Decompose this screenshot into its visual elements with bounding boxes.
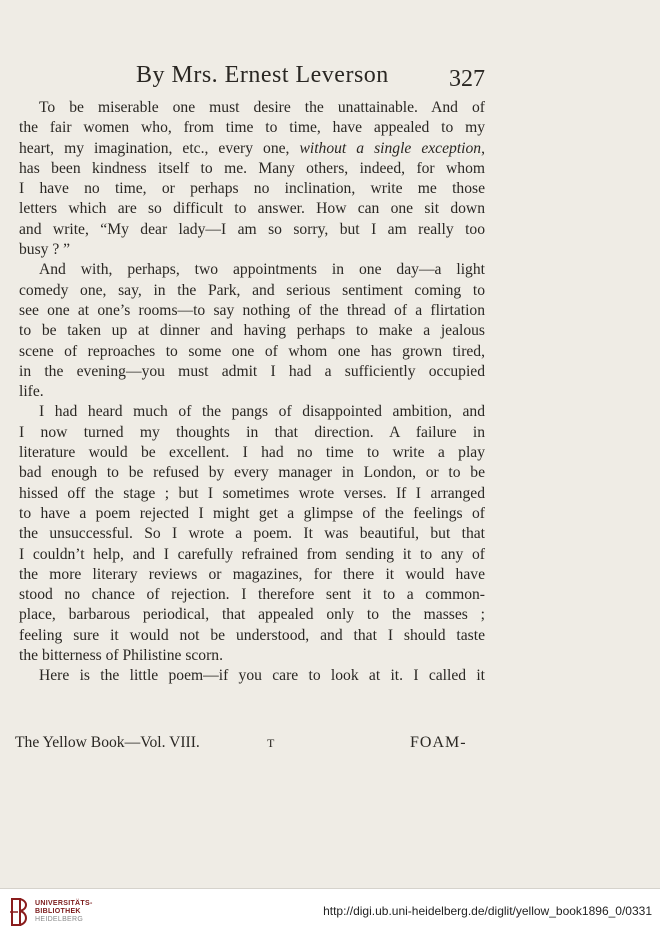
- text-line: I have no time, or perhaps no inclination, write me those: [19, 180, 485, 198]
- page-number: 327: [449, 66, 485, 92]
- text-line: place, barbarous periodical, that appealed only to the masses ;: [19, 606, 485, 624]
- italic-phrase: without a single exception: [299, 139, 482, 157]
- text-line: I couldn’t help, and I carefully refrained from sending it to any of: [19, 545, 485, 563]
- text-line: feeling sure it would not be understood, and that I should taste: [19, 626, 485, 644]
- text-line: to be taken up at dinner and having perhaps to make a jealous: [19, 322, 485, 340]
- text-line: see one at one’s rooms—to say nothing of the thread of a flirtation: [19, 301, 485, 319]
- text-line: comedy one, say, in the Park, and serious sentiment coming to: [19, 281, 485, 299]
- text-line: I had heard much of the pangs of disappointed ambition, and: [39, 403, 485, 421]
- text-line: Here is the little poem—if you care to look at it. I called it: [39, 667, 485, 685]
- text-line: has been kindness itself to me. Many others, indeed, for whom: [19, 159, 485, 177]
- text-line: letters which are so difficult to answer. How can one sit down: [19, 200, 485, 218]
- catchword: FOAM-: [410, 734, 467, 751]
- text-line: heart, my imagination, etc., every one, without a single exception,: [19, 139, 485, 157]
- text-line: stood no chance of rejection. I therefore sent it to a common-: [19, 586, 485, 604]
- viewer-footer: [0, 888, 660, 934]
- library-name: UNIVERSITÄTS- BIBLIOTHEK HEIDELBERG: [35, 900, 93, 923]
- body-text: [19, 98, 485, 687]
- running-head: [0, 58, 660, 92]
- text-line: I now turned my thoughts in that direction. A failure in: [19, 423, 485, 441]
- text-line: the more literary reviews or magazines, for there it would have: [19, 565, 485, 583]
- library-logo-icon: [8, 897, 30, 927]
- signature-line: The Yellow Book—Vol. VIII.: [15, 734, 200, 751]
- text-line: hissed off the stage ; but I sometimes wrote verses. If I arranged: [19, 484, 485, 502]
- signature-mark: T: [267, 736, 275, 750]
- text-line: busy ? ”: [19, 241, 71, 259]
- text-line: scene of reproaches to some one of whom one has grown tired,: [19, 342, 485, 360]
- text-line: And with, perhaps, two appointments in one day—a light: [39, 261, 485, 279]
- text-line: To be miserable one must desire the unattainable. And of: [39, 99, 485, 116]
- text-line: in the evening—you must admit I had a sufficiently occupied: [19, 362, 485, 380]
- text-line: the fair women who, from time to time, have appealed to my: [19, 119, 485, 137]
- text-line: and write, “My dear lady—I am so sorry, but I am really too: [19, 220, 485, 238]
- text-line: the bitterness of Philistine scorn.: [19, 647, 223, 665]
- text-line: literature would be excellent. I had no time to write a play: [19, 444, 485, 462]
- text-line: to have a poem rejected I might get a glimpse of the feelings of: [19, 504, 485, 522]
- running-title: By Mrs. Ernest Leverson: [136, 62, 389, 88]
- text-line: bad enough to be refused by every manager in London, or to be: [19, 464, 485, 482]
- text-line: the unsuccessful. So I wrote a poem. It was beautiful, but that: [19, 525, 485, 543]
- text-line: life.: [19, 383, 44, 401]
- source-url-link[interactable]: http://digi.ub.uni-heidelberg.de/diglit/yellow_book1896_0/0331: [323, 904, 652, 918]
- page-footer: [0, 734, 660, 760]
